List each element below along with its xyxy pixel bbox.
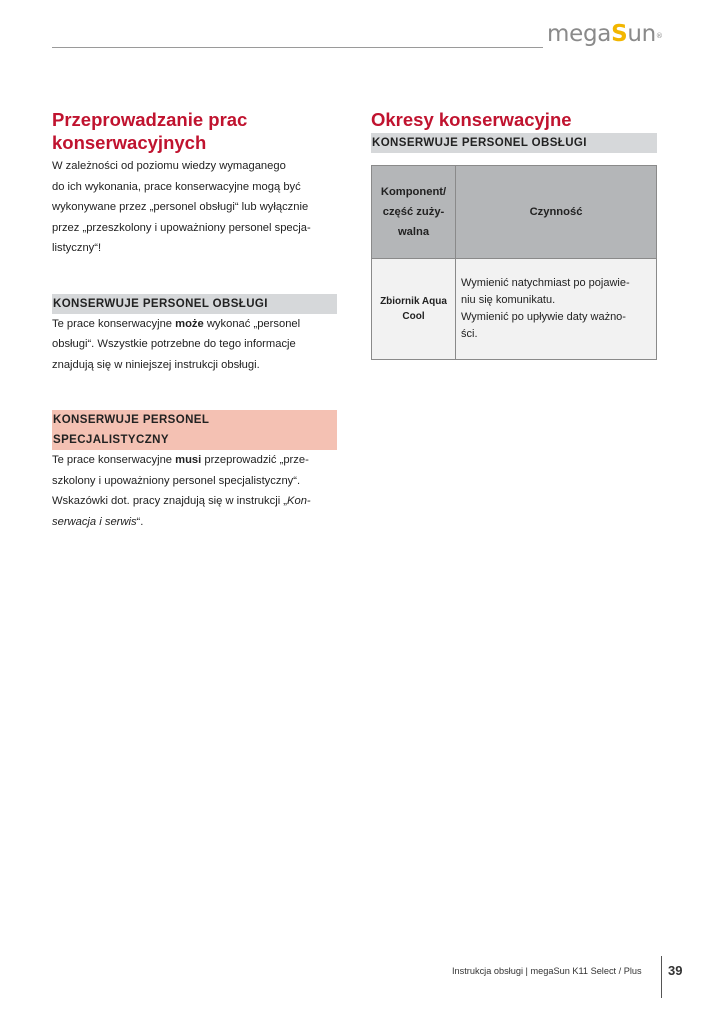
specialist-maintenance-paragraph <box>52 450 337 532</box>
text-span: przeprowadzić „prze- <box>201 454 309 466</box>
italic-span: serwacja i serwis <box>52 515 137 528</box>
text-line: szkolony i upoważniony personel specjalistyczny“. <box>52 474 301 487</box>
text-span: “. <box>136 515 144 528</box>
text-span: Te prace konserwacyjne <box>52 454 176 466</box>
heading-line: Przeprowadzanie prac <box>52 109 248 130</box>
logo-text-prefix: mega <box>547 21 612 47</box>
logo-registered-mark: ® <box>655 32 663 40</box>
heading-line: konserwacyjnych <box>52 132 207 153</box>
text-line <box>52 512 337 533</box>
text-line: Wymienić po upływie daty ważno- <box>461 311 626 323</box>
text-line: znajdują się w niniejszej instrukcji obsługi. <box>52 358 260 371</box>
text-line: KONSERWUJE PERSONEL <box>53 414 210 426</box>
footer-document-title: Instrukcja obsługi | megaSun K11 Select / Plus <box>452 966 642 976</box>
italic-span: Kon- <box>287 495 311 507</box>
text-span: Wskazówki dot. pracy znajdują się w instrukcji „ <box>52 495 288 507</box>
left-column <box>52 108 337 532</box>
text-span: Te prace konserwacyjne <box>52 317 176 330</box>
operator-maintenance-box-title: KONSERWUJE PERSONEL OBSŁUGI <box>52 294 337 314</box>
text-line: W zależności od poziomu wiedzy wymaganego <box>52 160 286 172</box>
text-line: część zuży- <box>382 206 445 218</box>
specialist-maintenance-box-title <box>52 410 337 450</box>
section-heading-maintenance-work <box>52 108 337 154</box>
text-line <box>52 450 337 471</box>
text-span: wykonać „personel <box>203 317 301 330</box>
right-column <box>371 108 657 153</box>
table-header-component <box>372 166 456 259</box>
brand-logo <box>547 20 663 48</box>
text-line: Cool <box>402 311 425 322</box>
emphasis-may: może <box>175 317 204 330</box>
text-line: Wymienić natychmiast po pojawie- <box>461 277 630 289</box>
text-line: Zbiornik Aqua <box>380 296 447 307</box>
section-heading-maintenance-intervals: Okresy konserwacyjne <box>371 109 572 130</box>
text-line <box>52 491 337 512</box>
footer-divider <box>661 956 662 998</box>
text-line: ści. <box>461 328 478 340</box>
text-line: SPECJALISTYCZNY <box>53 434 169 446</box>
table-cell-component <box>372 259 456 360</box>
text-line: obsługi“. Wszystkie potrzebne do tego informacje <box>52 338 296 350</box>
table-cell-action <box>456 259 657 360</box>
intro-paragraph <box>52 156 337 259</box>
text-line: listyczny“! <box>52 242 102 254</box>
header-rule <box>52 47 543 48</box>
text-line: przez „przeszkolony i upoważniony personel specja- <box>52 221 311 234</box>
page-number: 39 <box>668 963 683 978</box>
operator-maintenance-paragraph <box>52 314 337 376</box>
text-line: Komponent/ <box>380 186 447 198</box>
text-line: niu się komunikatu. <box>461 294 556 306</box>
table-row <box>372 259 657 360</box>
text-line: walna <box>397 226 430 238</box>
maintenance-intervals-table <box>371 165 657 360</box>
table-header-row <box>372 166 657 259</box>
text-line: wykonywane przez „personel obsługi“ lub wyłącznie <box>52 201 309 213</box>
logo-text-highlight: S <box>611 21 628 47</box>
text-line <box>52 314 337 335</box>
text-line: do ich wykonania, prace konserwacyjne mogą być <box>52 180 301 193</box>
emphasis-must: musi <box>175 454 202 466</box>
intervals-box-title: KONSERWUJE PERSONEL OBSŁUGI <box>371 133 657 153</box>
logo-text-suffix: un <box>627 21 656 47</box>
table-header-action: Czynność <box>456 166 657 259</box>
